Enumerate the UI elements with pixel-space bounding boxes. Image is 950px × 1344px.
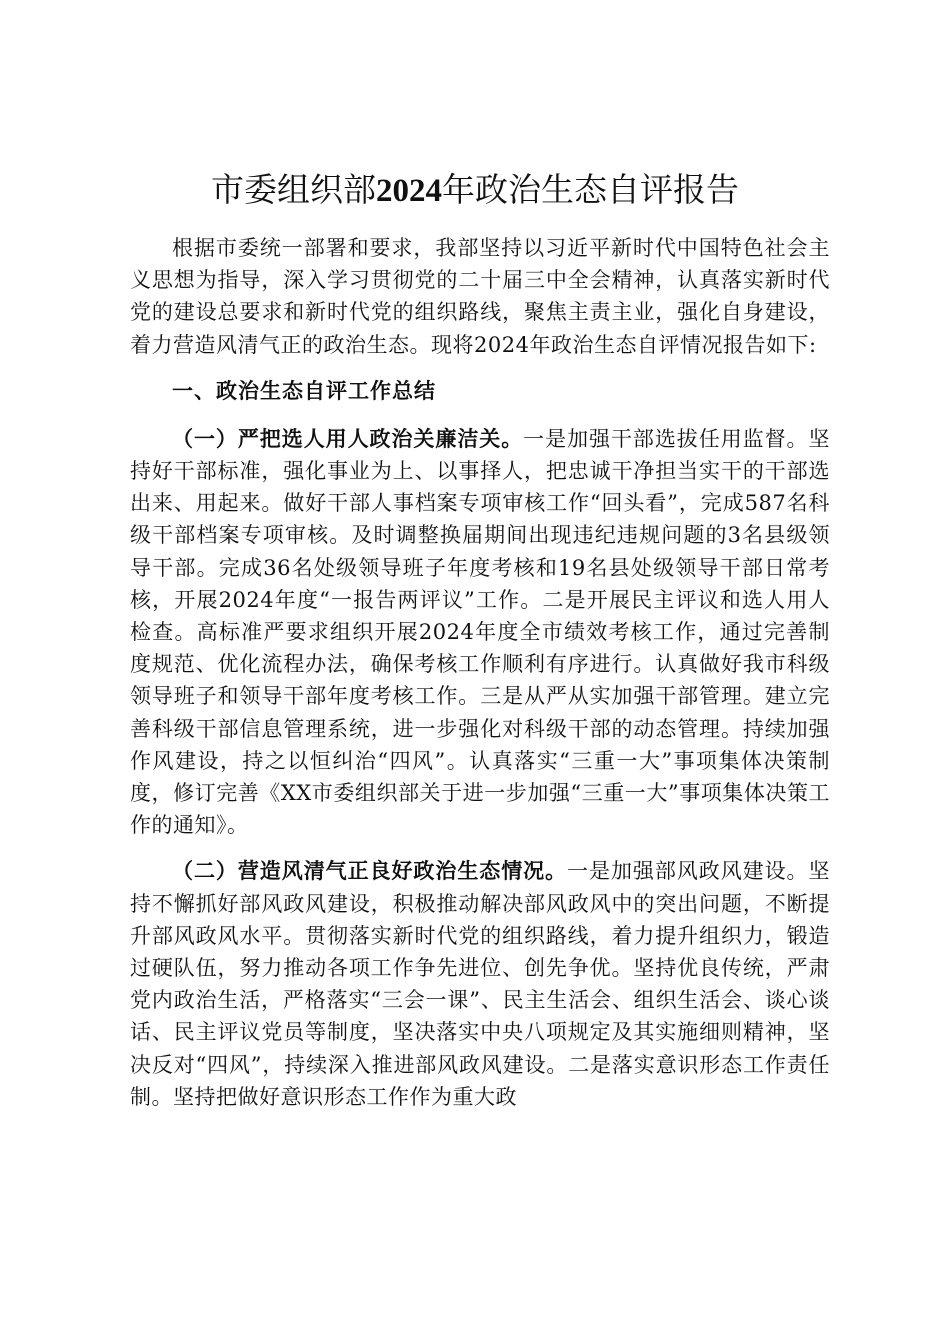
document-title (0, 168, 950, 213)
subsection-1-paragraph (130, 423, 830, 842)
document-body (130, 232, 830, 1113)
title-year: 2024 (376, 173, 442, 209)
title-prefix: 市委组织部 (211, 170, 376, 209)
subsection-2-text: 一是加强部风政风建设。坚持不懈抓好部风政风建设，积极推动解决部风政风中的突出问题，不断提升部风政风水平。贯彻落实新时代党的组织路线，着力提升组织力，锻造过硬队伍，努力推动各项工作争先进位、创先争优。坚持优良传统，严肃党内政治生活，严格落实“三会一课”、民主生活会、组织生活会、谈心谈话、民主评议党员等制度，坚决落实中央八项规定及其实施细则精神，坚决反对“四风”，持续深入推进部风政风建设。二是落实意识形态工作责任制。坚持把做好意识形态工作作为重大政 (130, 859, 831, 1109)
subsection-2-paragraph (130, 855, 830, 1113)
subsection-2-lead: （二）营造风清气正良好政治生态情况。 (172, 859, 568, 884)
title-suffix: 年政治生态自评报告 (442, 170, 739, 209)
subsection-1-lead: （一）严把选人用人政治关廉洁关。 (172, 426, 524, 451)
intro-paragraph: 根据市委统一部署和要求，我部坚持以习近平新时代中国特色社会主义思想为指导，深入学习贯彻党的二十届三中全会精神，认真落实新时代党的建设总要求和新时代党的组织路线，聚焦主责主业，强化自身建设，着力营造风清气正的政治生态。现将2024年政治生态自评情况报告如下: (130, 236, 830, 357)
subsection-1-text: 一是加强干部选拔任用监督。坚持好干部标准，强化事业为上、以事择人，把忠诚干净担当实干的干部选出来、用起来。做好干部人事档案专项审核工作“回头看”，完成587名科级干部档案专项审核。及时调整换届期间出现违纪违规问题的3名县级领导干部。完成36名处级领导班子年度考核和19名县处级领导干部日常考核，开展2024年度“一报告两评议”工作。二是开展民主评议和选人用人检查。高标准严要求组织开展2024年度全市绩效考核工作，通过完善制度规范、优化流程办法，确保考核工作顺利有序进行。认真做好我市科级领导班子和领导干部年度考核工作。三是从严从实加强干部管理。建立完善科级干部信息管理系统，进一步强化对科级干部的动态管理。持续加强作风建设，持之以恒纠治“四风”。认真落实“三重一大”事项集体决策制度，修订完善《XX市委组织部关于进一步加强“三重一大”事项集体决策工作的通知》。 (130, 426, 830, 838)
section-heading: 一、政治生态自评工作总结 (172, 378, 436, 403)
